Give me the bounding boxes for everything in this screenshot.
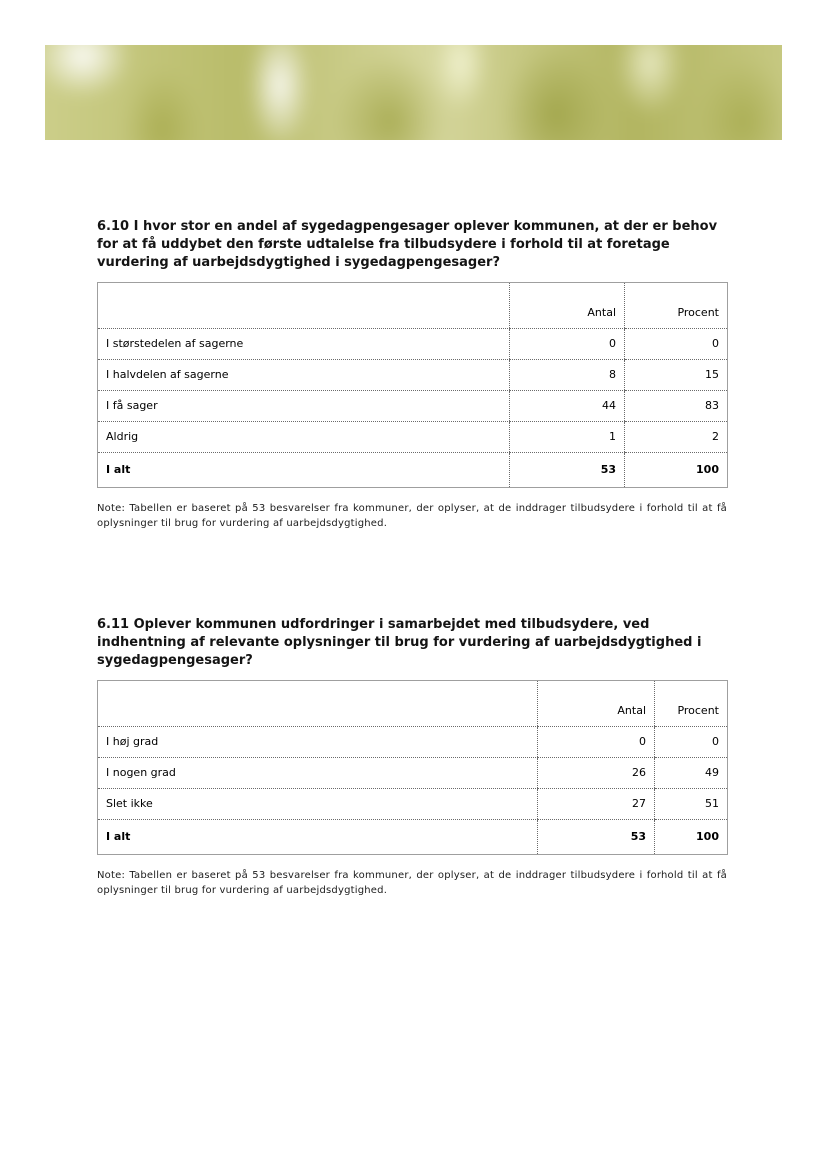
row-value-antal: 26 bbox=[538, 757, 655, 788]
table-row bbox=[98, 788, 728, 819]
row-value-procent: 51 bbox=[655, 788, 728, 819]
column-header-antal: Antal bbox=[510, 282, 625, 328]
row-value-procent: 15 bbox=[625, 359, 728, 390]
row-label: I få sager bbox=[98, 390, 510, 421]
column-header-procent: Procent bbox=[625, 282, 728, 328]
row-value-antal: 0 bbox=[538, 726, 655, 757]
header-banner-image bbox=[45, 45, 782, 140]
row-label: I nogen grad bbox=[98, 757, 538, 788]
question-number: 6.11 bbox=[97, 617, 130, 632]
total-value-antal: 53 bbox=[510, 452, 625, 487]
row-value-antal: 1 bbox=[510, 421, 625, 452]
total-label: I alt bbox=[106, 463, 131, 477]
question-text: Oplever kommunen udfordringer i samarbejdet med tilbudsydere, ved indhentning af relevante oplysninger til brug for vurdering af uarbejdsdygtighed i sygedagpengesager? bbox=[97, 617, 702, 668]
decorative-crowd-image bbox=[45, 45, 782, 140]
table-header-row bbox=[98, 282, 728, 328]
table-row bbox=[98, 726, 728, 757]
row-label: I høj grad bbox=[98, 726, 538, 757]
row-value-procent: 49 bbox=[655, 757, 728, 788]
question-text: I hvor stor en andel af sygedagpengesager oplever kommunen, at der er behov for at få uddybet den første udtalelse fra tilbudsydere i forhold til at foretage vurdering af uarbejdsdygtighed i sygedagpengesager? bbox=[97, 219, 718, 270]
row-label: I halvdelen af sagerne bbox=[98, 359, 510, 390]
total-value-procent: 100 bbox=[625, 452, 728, 487]
total-label: I alt bbox=[106, 830, 131, 844]
table-total-row bbox=[98, 819, 728, 854]
row-value-procent: 83 bbox=[625, 390, 728, 421]
row-label: Aldrig bbox=[98, 421, 510, 452]
total-value-antal: 53 bbox=[538, 819, 655, 854]
total-value-procent: 100 bbox=[655, 819, 728, 854]
row-value-antal: 44 bbox=[510, 390, 625, 421]
row-value-antal: 27 bbox=[538, 788, 655, 819]
table-total-row bbox=[98, 452, 728, 487]
column-header-antal: Antal bbox=[538, 680, 655, 726]
row-value-procent: 0 bbox=[655, 726, 728, 757]
row-value-procent: 0 bbox=[625, 328, 728, 359]
table-row bbox=[98, 757, 728, 788]
column-header-label bbox=[98, 680, 538, 726]
table-row bbox=[98, 328, 728, 359]
section-6-11 bbox=[97, 616, 727, 909]
question-number: 6.10 bbox=[97, 219, 130, 234]
table-row bbox=[98, 421, 728, 452]
section-6-10 bbox=[97, 218, 727, 542]
results-table bbox=[97, 680, 728, 855]
results-table bbox=[97, 282, 728, 488]
column-header-procent: Procent bbox=[655, 680, 728, 726]
row-value-procent: 2 bbox=[625, 421, 728, 452]
table-header-row bbox=[98, 680, 728, 726]
row-label: I størstedelen af sagerne bbox=[98, 328, 510, 359]
table-note: Note: Tabellen er baseret på 53 besvarelser fra kommuner, der oplyser, at de inddrager tilbudsydere i forhold til at få oplysninger til brug for vurdering af uarbejdsdygtighed. bbox=[97, 502, 727, 530]
table-row bbox=[98, 390, 728, 421]
row-label: Slet ikke bbox=[98, 788, 538, 819]
question-title bbox=[97, 218, 727, 272]
column-header-label bbox=[98, 282, 510, 328]
table-row bbox=[98, 359, 728, 390]
row-value-antal: 0 bbox=[510, 328, 625, 359]
table-note: Note: Tabellen er baseret på 53 besvarelser fra kommuner, der oplyser, at de inddrager tilbudsydere i forhold til at få oplysninger til brug for vurdering af uarbejdsdygtighed. bbox=[97, 869, 727, 897]
row-value-antal: 8 bbox=[510, 359, 625, 390]
question-title bbox=[97, 616, 727, 670]
